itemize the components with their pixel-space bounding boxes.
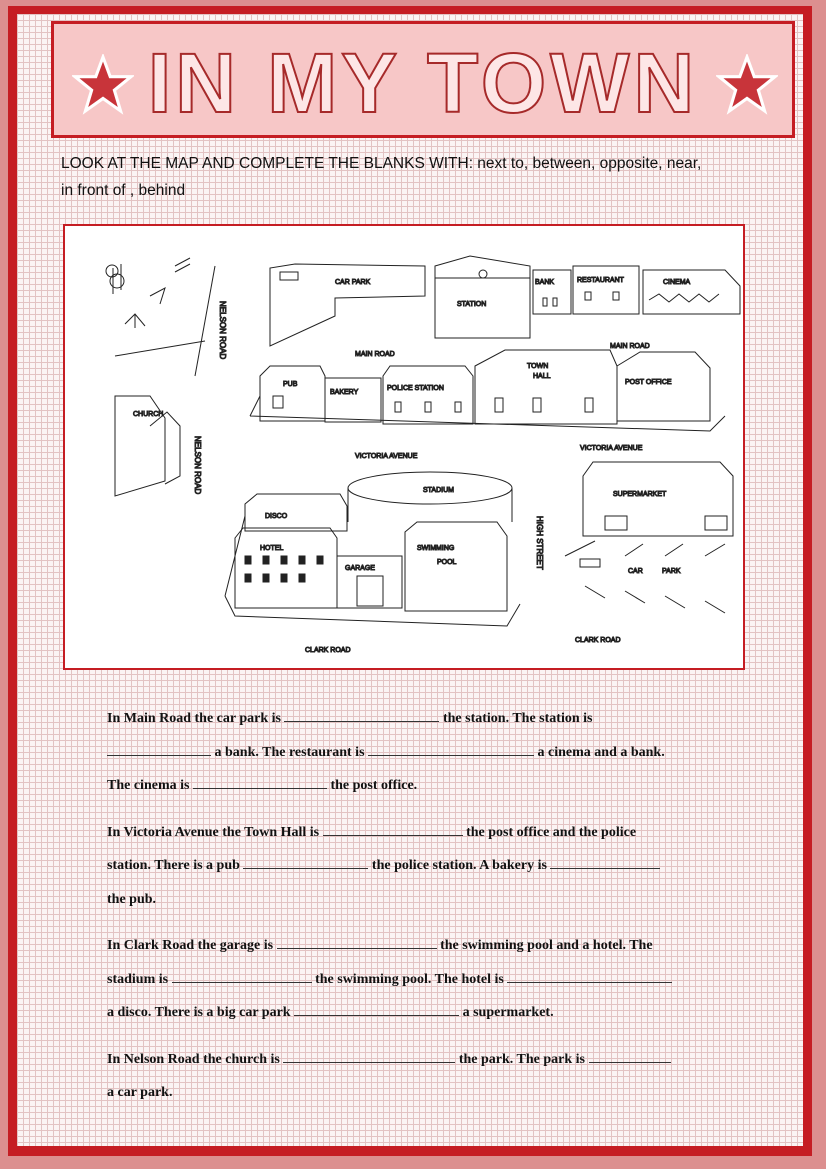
map-label-supermarket: SUPERMARKET xyxy=(613,491,667,498)
text: the swimming pool. The hotel is xyxy=(315,971,504,987)
text: stadium is xyxy=(107,971,169,987)
text: the post office and the police xyxy=(466,824,637,840)
page-title: IN MY TOWN xyxy=(147,36,699,130)
text: In Nelson Road the church is xyxy=(107,1051,280,1067)
map-label-bank: BANK xyxy=(535,279,555,286)
text: The cinema is xyxy=(107,778,190,793)
text: a bank. The restaurant is xyxy=(214,744,365,760)
map-label-church: CHURCH xyxy=(133,411,164,418)
map-label-nelson-road: NELSON ROAD xyxy=(218,301,227,360)
blank-field[interactable] xyxy=(107,743,211,756)
map-label-car-park: CAR PARK xyxy=(335,279,371,286)
pavement-line xyxy=(250,396,725,431)
hotel-building xyxy=(235,528,337,608)
star-icon xyxy=(716,54,778,116)
garage-building xyxy=(337,556,402,608)
map-label-police-station: POLICE STATION xyxy=(387,385,444,392)
park-illustration xyxy=(106,258,215,376)
stadium-building xyxy=(348,472,512,522)
map-label-victoria-avenue-2: VICTORIA AVENUE xyxy=(580,445,643,452)
text: In Victoria Avenue the Town Hall is xyxy=(107,824,320,840)
text: the post office. xyxy=(330,778,418,793)
map-label-disco: DISCO xyxy=(265,513,288,520)
text: the pub. xyxy=(107,891,157,907)
bakery-building xyxy=(325,378,381,422)
text: the police station. A bakery is xyxy=(371,858,547,873)
map-label-swimming-2: POOL xyxy=(437,559,457,566)
blank-field[interactable] xyxy=(550,856,660,869)
exercise xyxy=(107,702,757,1123)
station-building xyxy=(435,256,530,338)
map-label-town-hall-1: TOWN xyxy=(527,363,549,370)
text: station. There is a pub xyxy=(107,858,240,873)
pub-building xyxy=(260,366,325,421)
cinema-building xyxy=(643,270,740,314)
title-banner xyxy=(51,21,795,138)
church-building xyxy=(115,396,180,496)
map-label-stadium: STADIUM xyxy=(423,487,454,494)
map-label-clark-road-2: CLARK ROAD xyxy=(575,637,621,644)
instructions-line-2: in front of , behind xyxy=(61,182,186,199)
blank-field[interactable] xyxy=(507,970,672,983)
text: the swimming pool and a hotel. The xyxy=(440,938,653,953)
disco-building xyxy=(245,494,347,531)
text: a car park. xyxy=(107,1085,173,1100)
map-label-car-park-2b: PARK xyxy=(662,568,681,575)
map-label-restaurant: RESTAURANT xyxy=(577,277,624,284)
blank-field[interactable] xyxy=(277,936,437,949)
map-label-nelson-road-2: NELSON ROAD xyxy=(193,436,202,495)
swimming-pool-building xyxy=(405,522,507,611)
text: a disco. There is a big car park xyxy=(107,1005,291,1020)
map-label-town-hall-2: HALL xyxy=(533,373,551,380)
worksheet-paper xyxy=(17,14,803,1146)
map-label-cinema: CINEMA xyxy=(663,279,691,286)
text: In Clark Road the garage is xyxy=(107,938,274,953)
town-hall-building xyxy=(475,350,617,424)
paragraph-main-road xyxy=(107,702,757,803)
map-label-garage: GARAGE xyxy=(345,565,375,572)
blank-field[interactable] xyxy=(294,1003,459,1016)
map-label-station: STATION xyxy=(457,301,487,308)
post-office-building xyxy=(617,352,710,421)
paragraph-clark-road xyxy=(107,929,757,1030)
blank-field[interactable] xyxy=(283,1050,455,1063)
car-park-building xyxy=(270,264,425,346)
blank-field[interactable] xyxy=(589,1050,671,1063)
map-label-pub: PUB xyxy=(283,381,298,388)
map-label-hotel: HOTEL xyxy=(260,545,284,552)
paragraph-victoria-avenue xyxy=(107,816,757,917)
map-label-main-road-2: MAIN ROAD xyxy=(355,351,395,358)
instructions-line-1: LOOK AT THE MAP AND COMPLETE THE BLANKS WITH: next to, between, opposite, near, xyxy=(61,155,702,172)
big-car-park xyxy=(565,541,725,613)
map-label-victoria-avenue: VICTORIA AVENUE xyxy=(355,453,418,460)
map-label-bakery: BAKERY xyxy=(330,389,359,396)
map-label-main-road: MAIN ROAD xyxy=(610,343,650,350)
blank-field[interactable] xyxy=(368,743,534,756)
text: the station. The station is xyxy=(442,711,593,726)
police-station-building xyxy=(383,366,473,424)
blank-field[interactable] xyxy=(323,823,463,836)
map-label-high-street: HIGH STREET xyxy=(535,516,544,570)
text: a supermarket. xyxy=(462,1005,554,1020)
text: a cinema and a bank. xyxy=(537,744,665,760)
blank-field[interactable] xyxy=(284,709,439,722)
instructions xyxy=(61,150,801,204)
map-label-car-park-2a: CAR xyxy=(628,568,643,575)
town-map xyxy=(63,224,745,670)
text: the park. The park is xyxy=(458,1051,585,1067)
blank-field[interactable] xyxy=(193,776,327,789)
map-label-clark-road: CLARK ROAD xyxy=(305,647,351,654)
blank-field[interactable] xyxy=(172,970,312,983)
supermarket-building xyxy=(583,462,733,536)
paragraph-nelson-road xyxy=(107,1043,757,1110)
map-label-post-office: POST OFFICE xyxy=(625,379,672,386)
text: In Main Road the car park is xyxy=(107,711,281,726)
map-label-swimming-1: SWIMMING xyxy=(417,545,455,552)
bank-restaurant-buildings xyxy=(533,266,639,314)
worksheet-border xyxy=(8,6,812,1156)
blank-field[interactable] xyxy=(243,856,368,869)
